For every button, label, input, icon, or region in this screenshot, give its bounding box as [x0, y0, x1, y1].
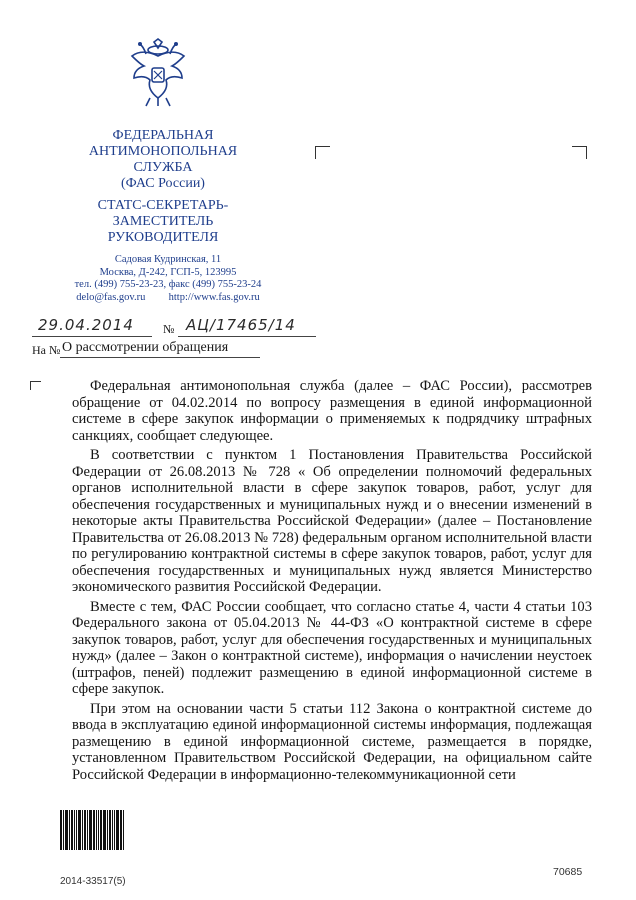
- barcode: [60, 810, 130, 850]
- address-window-corner-left: [315, 146, 330, 159]
- title-line: ЗАМЕСТИТЕЛЬ: [112, 214, 214, 229]
- number-label: №: [163, 322, 175, 336]
- date-handwritten: 29.04.2014: [38, 316, 134, 334]
- ref-label: На №: [32, 343, 61, 357]
- coat-of-arms-icon: [128, 38, 188, 108]
- subject-underline: [60, 357, 260, 358]
- subject-line: О рассмотрении обращения: [62, 340, 229, 355]
- body-paragraph: При этом на основании части 5 статьи 112 Закона о контрактной системе до ввода в эксплуатацию единой информационной системы информация, подлежащая размещению в единой информационной системе, размещается в порядке, установленном Правительством Российской Федерации, на официальном сайте Российской Федерации в информационно-телекоммуникационной сети: [72, 700, 592, 783]
- agency-line: (ФАС России): [121, 176, 205, 191]
- address-line: Москва, Д-242, ГСП-5, 123995: [99, 266, 237, 278]
- agency-line: СЛУЖБА: [133, 160, 193, 175]
- agency-line: ФЕДЕРАЛЬНАЯ: [112, 128, 214, 143]
- title-line: РУКОВОДИТЕЛЯ: [107, 230, 219, 245]
- date-underline: [32, 336, 152, 337]
- page-code: 70685: [553, 866, 583, 878]
- agency-line: АНТИМОНОПОЛЬНАЯ: [88, 144, 238, 159]
- body-paragraph: В соответствии с пунктом 1 Постановления Правительства Российской Федерации от 26.08.2013 № 728 « Об определении полномочий федеральных органов исполнительной власти в сфере закупок товаров, работ, услуг для обеспечения государственных и муниципальных нужд и о внесении изменений в некоторые акты Правительства Российской Федерации» (далее – Постановление Правительства от 26.08.2013 № 728) федеральным органом исполнительной власти по регулированию контрактной системы в сфере закупок товаров, работ, услуг для обеспечения государственных и муниципальных нужд является Министерство экономического развития Российской Федерации.: [72, 447, 592, 595]
- address-line: Садовая Кудринская, 11: [114, 254, 222, 265]
- title-line: СТАТС-СЕКРЕТАРЬ-: [97, 198, 229, 213]
- address-window-corner-right: [572, 146, 587, 159]
- website-link[interactable]: http://www.fas.gov.ru: [168, 291, 260, 303]
- letter-body: [72, 378, 592, 786]
- address-line: тел. (499) 755-23-23, факс (499) 755-23-24: [74, 279, 262, 290]
- outgoing-number-handwritten: АЦ/17465/14: [186, 316, 296, 334]
- contact-line: [68, 292, 268, 305]
- email-link[interactable]: delo@fas.gov.ru: [76, 291, 146, 303]
- subject-corner-mark: [30, 381, 41, 390]
- address-block: [68, 254, 268, 304]
- official-title: [78, 198, 248, 246]
- registration-number: 2014-33517(5): [60, 876, 126, 887]
- body-paragraph: Федеральная антимонопольная служба (далее – ФАС России), рассмотрев обращение от 04.02.2014 по вопросу размещения в единой информационной системе в сфере закупок информации о применяемых к подрядчику штрафных санкциях, сообщает следующее.: [72, 378, 592, 444]
- agency-name: [78, 128, 248, 192]
- body-paragraph: Вместе с тем, ФАС России сообщает, что согласно статье 4, части 4 статьи 103 Федерального закона от 05.04.2013 № 44-ФЗ «О контрактной системе в сфере закупок товаров, работ, услуг для обеспечения государственных и муниципальных нужд» (далее – Закон о контрактной системе), информация о начислении неустоек (штрафов, пеней) подлежит размещению в единой информационной системе в сфере закупок.: [72, 598, 592, 697]
- number-underline: [178, 336, 316, 337]
